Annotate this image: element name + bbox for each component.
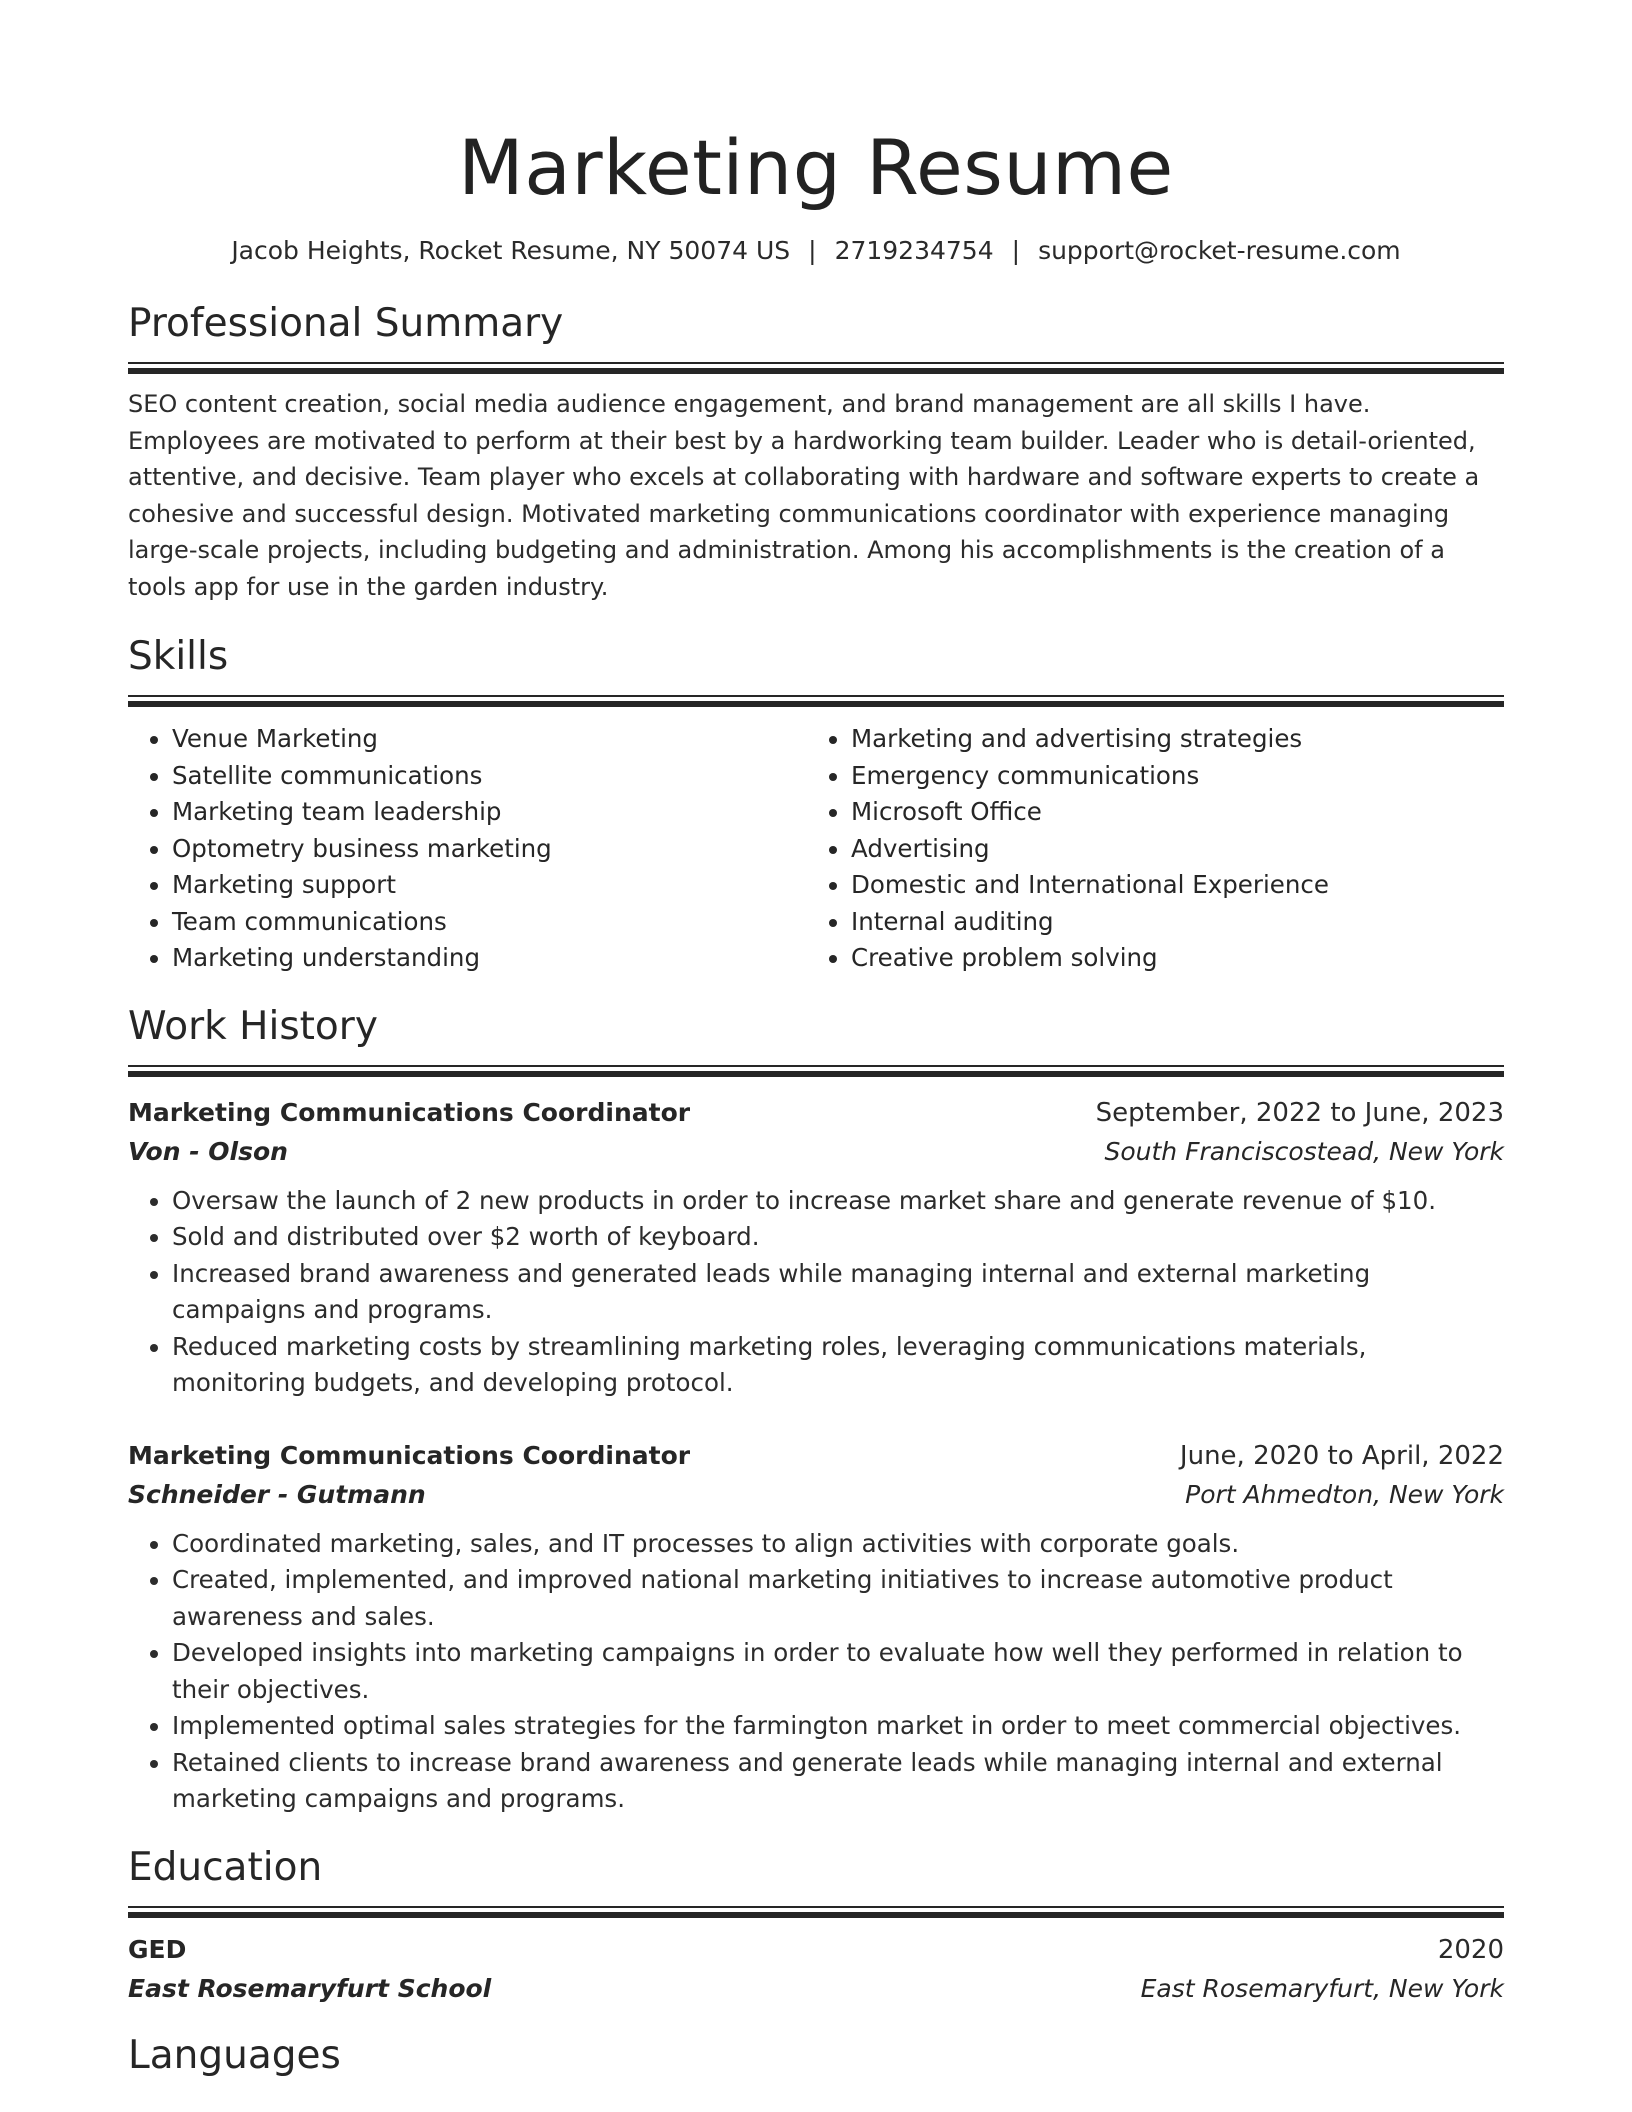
skill-item: • Domestic and International Experience [851, 867, 1486, 904]
job-company: Von - Olson [128, 1136, 288, 1166]
education-title: Education [128, 1844, 323, 1890]
job-bullet: • Sold and distributed over $2 worth of keyboard. [172, 1219, 1504, 1256]
section-divider [128, 1906, 1504, 1918]
job-bullet: • Implemented optimal sales strategies for the farmington market in order to meet commercial objectives. [172, 1708, 1504, 1745]
job-bullet: • Coordinated marketing, sales, and IT processes to align activities with corporate goals. [172, 1526, 1504, 1563]
job-dates: June, 2020 to April, 2022 [1179, 1440, 1504, 1471]
contact-address: Jacob Heights, Rocket Resume, NY 50074 US [231, 236, 791, 265]
job-company: Schneider - Gutmann [128, 1479, 426, 1509]
skills-list-right [807, 721, 1486, 977]
languages-section [128, 2030, 1504, 2082]
section-divider [128, 362, 1504, 374]
job-bullets [128, 1183, 1504, 1402]
skill-item: • Internal auditing [851, 904, 1486, 941]
job-bullet: • Developed insights into marketing campaigns in order to evaluate how well they performed in relation to their objectives. [172, 1635, 1504, 1708]
summary-section [128, 298, 1504, 605]
job-location: South Franciscostead, New York [1104, 1136, 1504, 1166]
education-location: East Rosemaryfurt, New York [1140, 1973, 1504, 2003]
contact-email: support@rocket-resume.com [1038, 236, 1401, 265]
job-bullet: • Retained clients to increase brand awareness and generate leads while managing internal and external marketing campaigns and programs. [172, 1745, 1504, 1818]
summary-title: Professional Summary [128, 301, 564, 346]
languages-title: Languages [128, 2032, 341, 2078]
job-bullet: • Increased brand awareness and generated leads while managing internal and external marketing campaigns and programs. [172, 1256, 1504, 1329]
skill-item: • Marketing support [172, 867, 807, 904]
job-bullet: • Reduced marketing costs by streamlining marketing roles, leveraging communications materials, monitoring budgets, and developing protocol. [172, 1329, 1504, 1402]
contact-phone: 2719234754 [834, 236, 994, 265]
skill-item: • Optometry business marketing [172, 831, 807, 868]
education-school: East Rosemaryfurt School [128, 1973, 492, 2003]
summary-text: SEO content creation, social media audience engagement, and brand management are all skills I have. Employees are motivated to perform at their best by a hardworking team builder. Leader who is detail-oriented, attentive, and decisive. Team player who excels at collaborating with hardware and software experts to create a cohesive and successful design. Motivated marketing communications coordinator with experience managing large-scale projects, including budgeting and administration. Among his accomplishments is the creation of a tools app for use in the garden industry. [128, 390, 1480, 601]
skill-item: • Marketing understanding [172, 940, 807, 977]
resume-name: Marketing Resume [458, 123, 1174, 212]
skill-item: • Emergency communications [851, 758, 1486, 795]
job-bullet: • Oversaw the launch of 2 new products in order to increase market share and generate revenue of $10. [172, 1183, 1504, 1220]
contact-line [128, 234, 1504, 268]
resume-page [128, 0, 1504, 2082]
job-entry [128, 1436, 1504, 1818]
skills-section [128, 631, 1504, 977]
job-title: Marketing Communications Coordinator [128, 1097, 691, 1127]
job-dates: September, 2022 to June, 2023 [1095, 1097, 1504, 1128]
work-section [128, 1001, 1504, 1818]
education-section [128, 1842, 1504, 2008]
skills-title: Skills [128, 634, 229, 679]
skill-item: • Advertising [851, 831, 1486, 868]
section-divider [128, 695, 1504, 707]
skills-list-left [128, 721, 807, 977]
skill-item: • Venue Marketing [172, 721, 807, 758]
skills-columns [128, 721, 1504, 977]
skill-item: • Marketing team leadership [172, 794, 807, 831]
skill-item: • Satellite communications [172, 758, 807, 795]
job-location: Port Ahmedton, New York [1185, 1479, 1504, 1509]
work-title: Work History [128, 1003, 378, 1049]
job-entry [128, 1093, 1504, 1402]
skill-item: • Team communications [172, 904, 807, 941]
contact-separator: | [808, 236, 817, 265]
skill-item: • Marketing and advertising strategies [851, 721, 1486, 758]
section-divider [128, 1065, 1504, 1077]
job-title: Marketing Communications Coordinator [128, 1440, 691, 1470]
education-year: 2020 [1437, 1934, 1504, 1965]
job-bullets [128, 1526, 1504, 1818]
job-bullet: • Created, implemented, and improved national marketing initiatives to increase automotive product awareness and sales. [172, 1562, 1504, 1635]
contact-separator: | [1011, 236, 1021, 265]
skill-item: • Microsoft Office [851, 794, 1486, 831]
education-entry [128, 1930, 1504, 2008]
skill-item: • Creative problem solving [851, 940, 1486, 977]
education-degree: GED [128, 1934, 187, 1964]
